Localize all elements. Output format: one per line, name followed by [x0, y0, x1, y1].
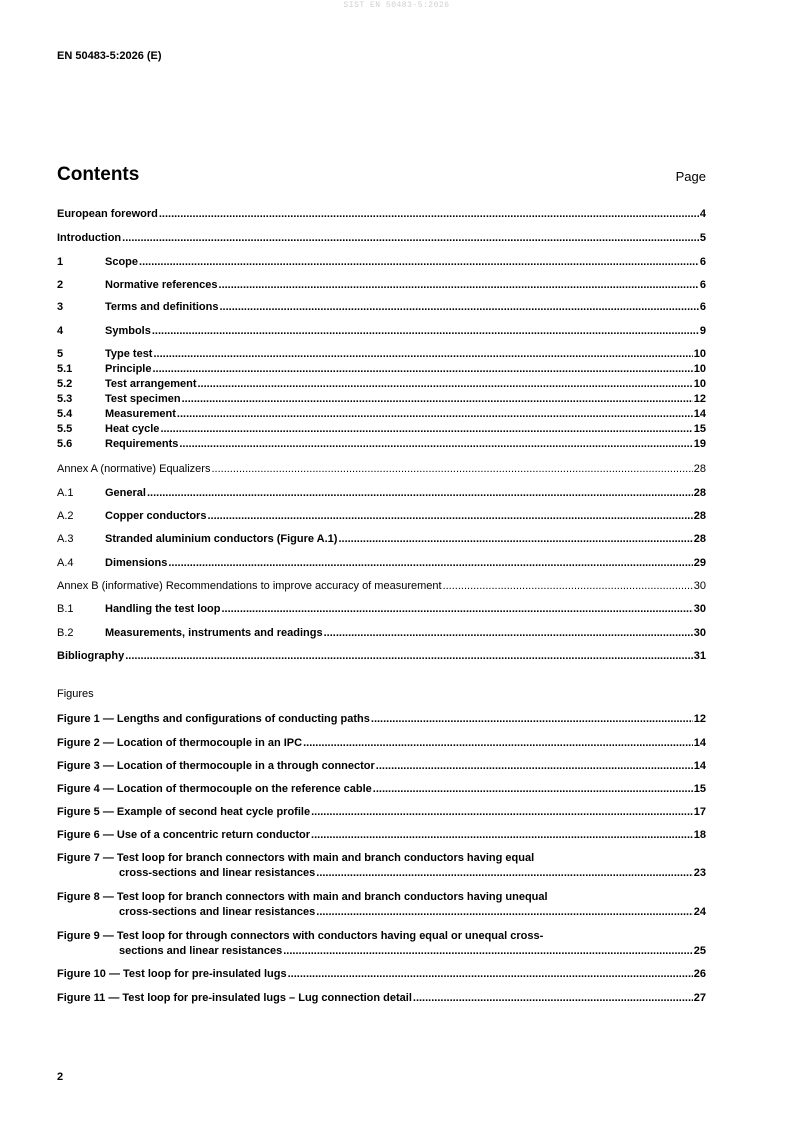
figure-entry[interactable]: [57, 991, 706, 1006]
toc-page: 29: [693, 557, 706, 569]
toc-entry-test-specimen[interactable]: [57, 392, 706, 407]
figure-page: 17: [693, 806, 706, 818]
figure-title: Figure 1 — Lengths and configurations of conducting paths: [57, 713, 370, 725]
toc-number: 5.1: [57, 363, 73, 375]
figure-entry[interactable]: [57, 712, 706, 727]
toc-page: 4: [699, 208, 706, 220]
figure-title-continued: sections and linear resistances: [119, 945, 283, 957]
figure-title-continued: cross-sections and linear resistances: [119, 867, 316, 879]
toc-page: 10: [693, 363, 706, 375]
toc-title: General: [105, 487, 146, 499]
figure-entry[interactable]: [57, 890, 706, 920]
toc-entry-b1[interactable]: [57, 602, 706, 617]
figure-page: 26: [693, 968, 706, 980]
figure-title: Figure 3 — Location of thermocouple in a through connector: [57, 760, 375, 772]
document-id: EN 50483-5:2026 (E): [57, 50, 162, 62]
toc-title: Normative references: [105, 279, 218, 291]
toc-number: 1: [57, 256, 64, 268]
figure-title: Figure 7 — Test loop for branch connectors with main and branch conductors having equal: [57, 852, 535, 864]
figure-entry[interactable]: [57, 967, 706, 982]
figure-title: Figure 4 — Location of thermocouple on the reference cable: [57, 783, 372, 795]
toc-number: A.1: [57, 487, 74, 499]
toc-entry-test-arrangement[interactable]: [57, 377, 706, 392]
toc-number: A.3: [57, 533, 74, 545]
toc-page: 5: [699, 232, 706, 244]
toc-number: 3: [57, 301, 64, 313]
toc-title: Requirements: [105, 438, 179, 450]
toc-title: Handling the test loop: [105, 603, 221, 615]
toc-number: B.2: [57, 627, 74, 639]
toc-number: 2: [57, 279, 64, 291]
toc-entry-a1[interactable]: [57, 486, 706, 501]
toc-entry-a3[interactable]: [57, 532, 706, 547]
toc-title: Principle: [105, 363, 152, 375]
toc-title: Test arrangement: [105, 378, 197, 390]
toc-page: 28: [693, 463, 706, 475]
figure-title: Figure 2 — Location of thermocouple in an IPC: [57, 737, 303, 749]
toc-title: Scope: [105, 256, 139, 268]
toc-number: A.2: [57, 510, 74, 522]
toc-title: Copper conductors: [105, 510, 207, 522]
toc-page: 30: [693, 580, 706, 592]
figure-page: 12: [693, 713, 706, 725]
toc-title: Annex B (informative) Recommendations to improve accuracy of measurement: [57, 580, 442, 592]
toc-entry-principle[interactable]: [57, 362, 706, 377]
figure-page: 14: [693, 760, 706, 772]
figures-heading: Figures: [57, 688, 94, 700]
toc-number: 5.4: [57, 408, 73, 420]
toc-title: Symbols: [105, 325, 151, 337]
toc-title: Stranded aluminium conductors (Figure A.1): [105, 533, 338, 545]
contents-title: Contents: [57, 164, 140, 185]
figure-page: 27: [693, 992, 706, 1004]
toc-page: 10: [693, 348, 706, 360]
toc-page: 6: [699, 279, 706, 291]
toc-page: 30: [693, 627, 706, 639]
figure-title: Figure 10 — Test loop for pre-insulated lugs: [57, 968, 287, 980]
figure-title-continued: cross-sections and linear resistances: [119, 906, 316, 918]
toc-entry-scope[interactable]: [57, 255, 706, 270]
page-number: 2: [57, 1071, 64, 1083]
figure-page: 15: [693, 783, 706, 795]
figure-entry[interactable]: [57, 736, 706, 751]
toc-number: B.1: [57, 603, 74, 615]
toc-number: 5.2: [57, 378, 73, 390]
toc-title: Test specimen: [105, 393, 181, 405]
toc-page: 28: [693, 487, 706, 499]
figure-entry[interactable]: [57, 805, 706, 820]
figure-title: Figure 8 — Test loop for branch connectors with main and branch conductors having unequal: [57, 891, 548, 903]
toc-page: 28: [693, 510, 706, 522]
watermark: SIST EN 50483-5:2026: [343, 1, 450, 10]
toc-entry-a2[interactable]: [57, 509, 706, 524]
toc-entry-annex-a[interactable]: [57, 462, 706, 477]
figure-title: Figure 9 — Test loop for through connectors with conductors having equal or unequal cross-: [57, 930, 544, 942]
toc-entry-introduction[interactable]: [57, 231, 706, 246]
toc-entry-a4[interactable]: [57, 556, 706, 571]
toc-number: A.4: [57, 557, 74, 569]
figure-title: Figure 11 — Test loop for pre-insulated lugs – Lug connection detail: [57, 992, 412, 1004]
toc-title: Type test: [105, 348, 153, 360]
figure-entry[interactable]: [57, 828, 706, 843]
figure-page: 18: [693, 829, 706, 841]
toc-title: Annex A (normative) Equalizers: [57, 463, 211, 475]
toc-title: Terms and definitions: [105, 301, 219, 313]
figure-title: Figure 6 — Use of a concentric return conductor: [57, 829, 311, 841]
toc-entry-foreword[interactable]: [57, 207, 706, 222]
toc-entry-bibliography[interactable]: [57, 649, 706, 664]
toc-title: European foreword: [57, 208, 158, 220]
toc-title: Measurements, instruments and readings: [105, 627, 323, 639]
toc-page: 30: [693, 603, 706, 615]
toc-entry-type-test[interactable]: [57, 347, 706, 362]
toc-entry-measurement[interactable]: [57, 407, 706, 422]
figure-entry[interactable]: [57, 851, 706, 881]
toc-title: Heat cycle: [105, 423, 160, 435]
page-column-header: Page: [675, 169, 706, 184]
toc-page: 15: [693, 423, 706, 435]
toc-title: Measurement: [105, 408, 176, 420]
figure-title: Figure 5 — Example of second heat cycle profile: [57, 806, 311, 818]
toc-page: 19: [693, 438, 706, 450]
toc-title: Bibliography: [57, 650, 125, 662]
toc-number: 4: [57, 325, 64, 337]
toc-entry-requirements[interactable]: [57, 437, 706, 452]
toc-entry-symbols[interactable]: [57, 324, 706, 339]
figure-entry[interactable]: [57, 782, 706, 797]
toc-page: 12: [693, 393, 706, 405]
toc-page: 9: [699, 325, 706, 337]
toc-page: 31: [693, 650, 706, 662]
figure-entry[interactable]: [57, 759, 706, 774]
toc-number: 5.6: [57, 438, 73, 450]
toc-entry-terms[interactable]: [57, 300, 706, 315]
toc-entry-b2[interactable]: [57, 626, 706, 641]
toc-page: 6: [699, 301, 706, 313]
toc-page: 14: [693, 408, 706, 420]
toc-entry-annex-b[interactable]: [57, 579, 706, 594]
toc-number: 5: [57, 348, 64, 360]
toc-page: 28: [693, 533, 706, 545]
toc-title: Dimensions: [105, 557, 168, 569]
toc-number: 5.3: [57, 393, 73, 405]
figure-page: 25: [693, 945, 706, 957]
toc-entry-heat-cycle[interactable]: [57, 422, 706, 437]
figure-page: 14: [693, 737, 706, 749]
figure-page: 23: [693, 867, 706, 879]
toc-entry-normative-references[interactable]: [57, 278, 706, 293]
toc-number: 5.5: [57, 423, 73, 435]
figure-entry[interactable]: [57, 929, 706, 959]
toc-title: Introduction: [57, 232, 122, 244]
toc-page: 10: [693, 378, 706, 390]
toc-page: 6: [699, 256, 706, 268]
figure-page: 24: [693, 906, 706, 918]
